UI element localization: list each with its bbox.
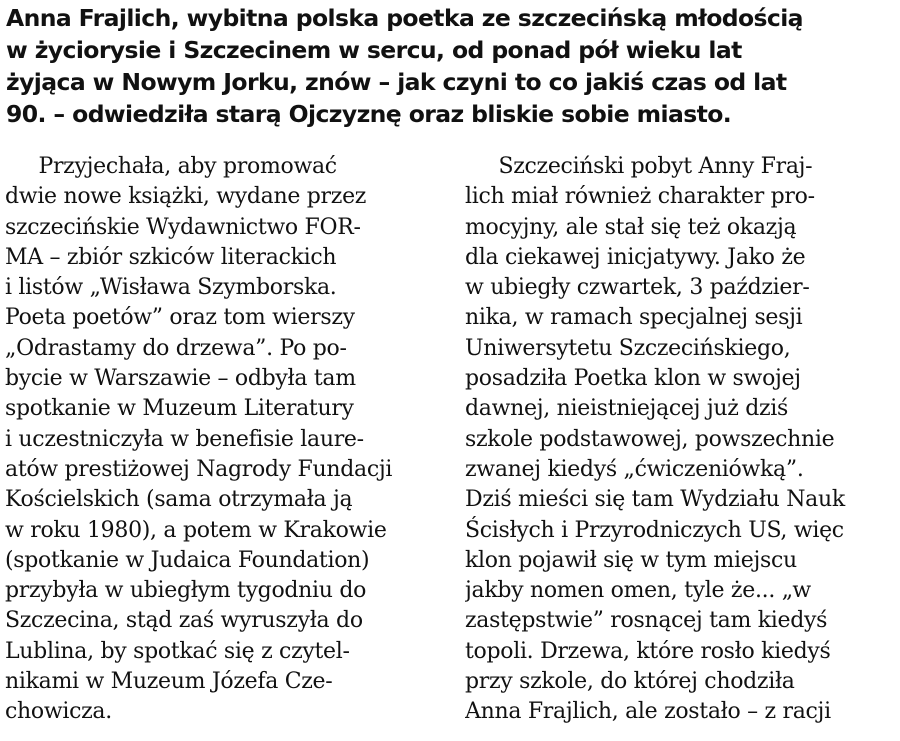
article-lead	[6, 2, 896, 130]
column-line: Ścisłych i Przyrodniczych US, więc	[465, 517, 844, 543]
column-line: Poeta poetów” oraz tom wierszy	[5, 305, 355, 331]
column-line: atów prestiżowej Nagrody Fundacji	[5, 456, 393, 482]
column-line: Lublina, by spotkać się z czytel-	[5, 638, 350, 664]
column-line: Kościelskich (sama otrzymała ją	[5, 487, 353, 513]
column-line: Anna Frajlich, ale zostało – z racji	[465, 699, 831, 725]
column-line: chowicza.	[5, 699, 112, 725]
column-line: nika, w ramach specjalnej sesji	[465, 305, 803, 331]
lead-line: w życiorysie i Szczecinem w sercu, od ponad pół wieku lat	[6, 36, 742, 64]
column-line: szczecińskie Wydawnictwo FOR-	[5, 214, 361, 240]
column-line: Przyjechała, aby promować	[5, 154, 337, 179]
column-line: spotkanie w Muzeum Literatury	[5, 396, 354, 422]
column-line: Uniwersytetu Szczecińskiego,	[465, 335, 791, 361]
column-line: bycie w Warszawie – odbyła tam	[5, 366, 356, 392]
column-line: przybyła w ubiegłym tygodniu do	[5, 578, 367, 604]
column-line: mocyjny, ale stał się też okazją	[465, 214, 797, 240]
column-line: posadziła Poetka klon w swojej	[465, 366, 801, 392]
column-line: klon pojawił się w tym miejscu	[465, 547, 797, 573]
lead-line: 90. – odwiedziła starą Ojczyznę oraz bliskie sobie miasto.	[6, 100, 732, 128]
column-line: jakby nomen omen, tyle że... „w	[465, 578, 811, 604]
column-line: dla ciekawej inicjatywy. Jako że	[465, 244, 806, 270]
column-line: zastępstwie” rosnącej tam kiedyś	[465, 608, 828, 634]
column-line: „Odrastamy do drzewa”. Po po-	[5, 335, 347, 361]
column-line: lich miał również charakter pro-	[465, 184, 815, 210]
column-line: w ubiegły czwartek, 3 paździer-	[465, 275, 810, 301]
column-line: nikami w Muzeum Józefa Cze-	[5, 669, 333, 695]
column-line: szkole podstawowej, powszechnie	[465, 426, 835, 452]
column-line: topoli. Drzewa, które rosło kiedyś	[465, 638, 831, 664]
column-line: dawnej, nieistniejącej już dziś	[465, 396, 789, 422]
column-line: i uczestniczyła w benefisie laure-	[5, 426, 364, 452]
column-line: dwie nowe książki, wydane przez	[5, 184, 367, 210]
column-line: w roku 1980), a potem w Krakowie	[5, 517, 387, 543]
column-line: zwanej kiedyś „ćwiczeniówką”.	[465, 456, 804, 482]
column-line: Szczecina, stąd zaś wyruszyła do	[5, 608, 363, 634]
article-column-right	[465, 152, 897, 728]
column-line: przy szkole, do której chodziła	[465, 669, 795, 695]
article-column-left	[5, 152, 441, 728]
lead-line: żyjąca w Nowym Jorku, znów – jak czyni to co jakiś czas od lat	[6, 68, 787, 96]
lead-line: Anna Frajlich, wybitna polska poetka ze szczecińską młodością	[6, 4, 803, 32]
column-line: Szczeciński pobyt Anny Fraj-	[465, 154, 813, 179]
column-line: (spotkanie w Judaica Foundation)	[5, 547, 370, 573]
column-line: Dziś mieści się tam Wydziału Nauk	[465, 487, 845, 513]
column-line: MA – zbiór szkiców literackich	[5, 244, 337, 270]
column-line: i listów „Wisława Szymborska.	[5, 275, 337, 301]
